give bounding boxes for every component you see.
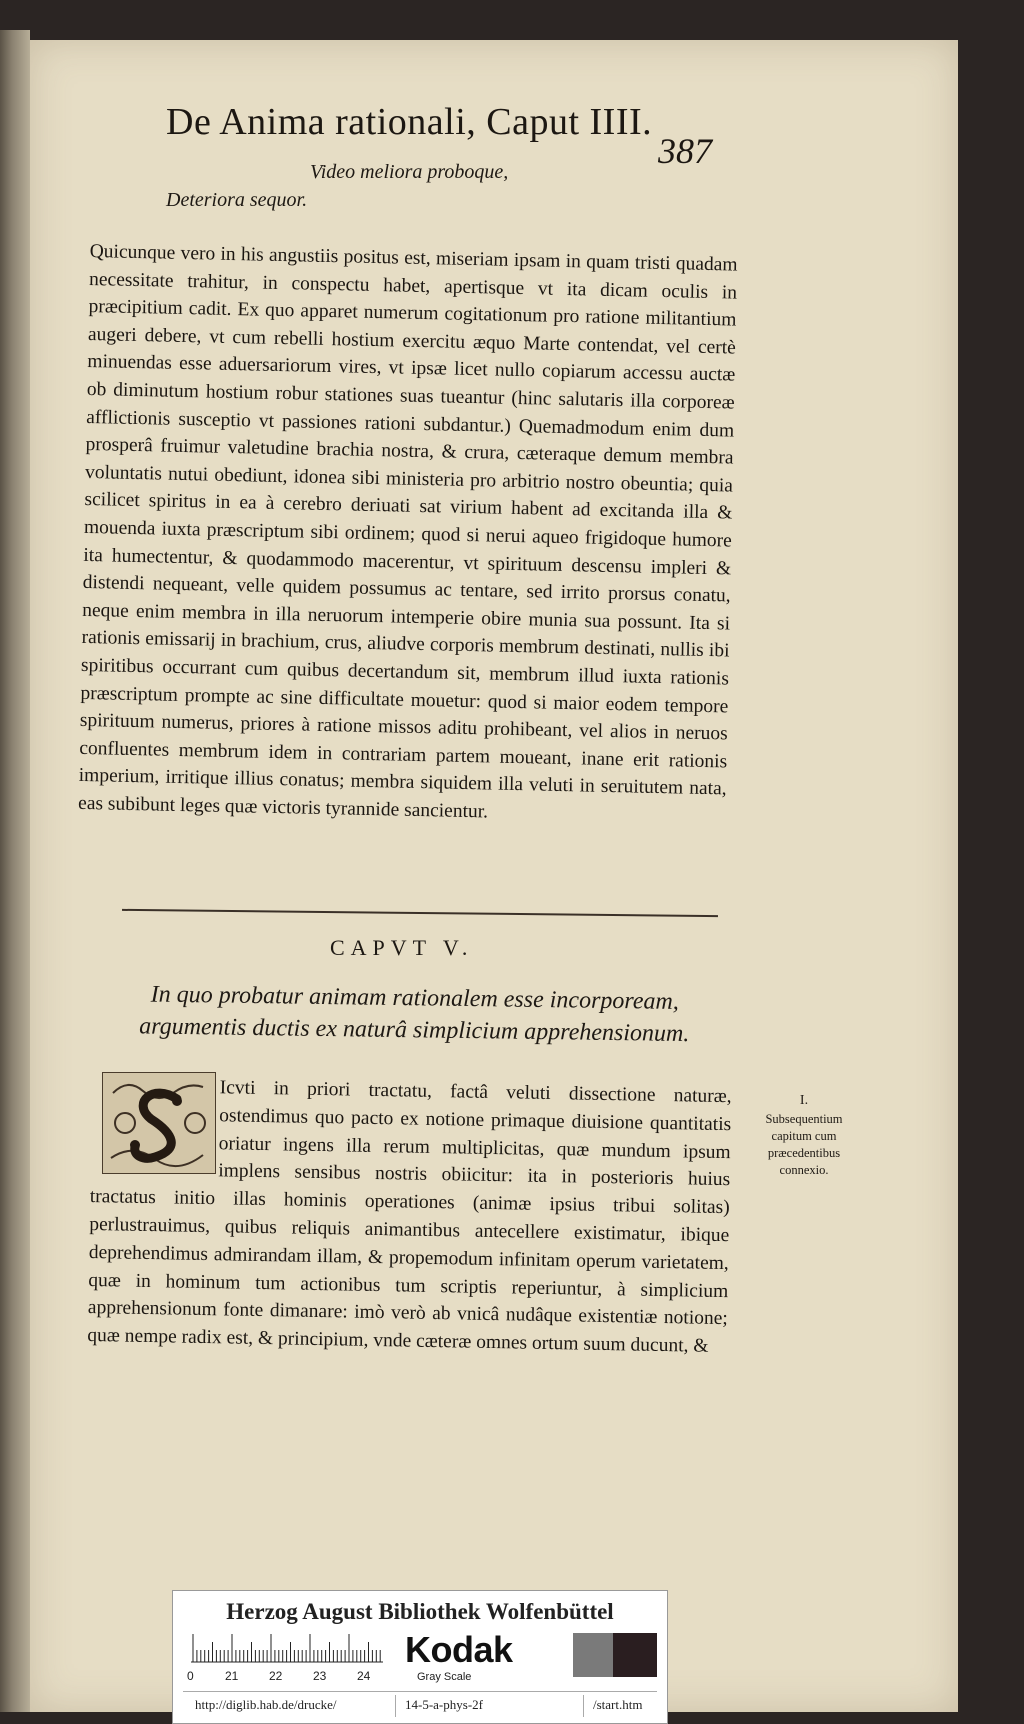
card-separator [395,1695,396,1717]
marginal-note-number: I. [799,1093,809,1108]
ruler-scale-icon [191,1633,383,1663]
shelf-signature: 14-5-a-phys-2f [405,1697,483,1712]
scale-label: 22 [269,1669,283,1683]
scale-labels [187,1669,397,1687]
kodak-logo: Kodak [405,1629,513,1670]
marginal-note [748,1092,860,1179]
paragraph-2-text: Icvti in priori tractatu, factâ veluti dissectione naturæ, ostendimus quo pacto ex notione primaque diuisione quantitatis oriatur ingens illa rerum multiplicitas, quæ mundum ipsum implens sensibus nostris obiicitur: ita in posterioris huius tractatus initio illas hominis operationes (animæ ipsius tribui solitas) perlustrauimus, quibus reliquis animantibus antecellere existimatur, ibique deprehendimus admirandam illam, & propemodum infinitam operum varietatem, quæ in hominum tum actionibus tum scriptis reperiuntur, à simplicium apprehensionum fonte dimanare: imò verò ab vnicâ nudâque existentiæ notione; quæ nempe radix est, & principium, vnde cæteræ omnes ortum suum ducunt, & [87,1077,732,1357]
library-url: http://diglib.hab.de/drucke/ [195,1697,337,1712]
page-number: 387 [658,131,712,171]
chapter-heading: CAPVT V. [330,935,474,960]
scale-label: 21 [225,1669,239,1683]
section-divider [122,909,718,917]
start-link: /start.htm [593,1697,643,1712]
card-separator [583,1695,584,1717]
epigraph [160,158,640,214]
scale-label: 24 [357,1669,371,1683]
library-name: Herzog August Bibliothek Wolfenbüttel [226,1599,614,1624]
scale-label: 0 [187,1669,194,1683]
grayscale-label: Gray Scale [417,1671,472,1683]
dark-swatch [613,1633,657,1677]
chapter-subtitle: In quo probatur animam rationalem esse incorpoream, argumentis ductis ex naturâ simplicium apprehensionum. [139,981,690,1048]
book-page [30,40,958,1712]
drop-cap-s-ornament-icon [102,1072,216,1174]
paragraph-1: Quicunque vero in his angustiis positus est, miseriam ipsam in quam tristi quadam necessitate trahitur, in conspectu habet, apertisque vt ita dicam oculis in præcipitium cadit. Ex quo apparet numerum cogitationum pro ratione militantium augeri debere, vt cum rebelli hostium exercitu æquo Marte contendat, vel certè minuendas esse aduersariorum vires, vt ipsæ licet nullo copiarum accessu auctæ ob diminutum hostium robur stationes suas tueantur (hinc salutaris illa corporeæ afflictionis susceptio vt passiones rationi subdantur.) Quemadmodum enim dum prosperâ fruimur valetudine brachia nostra, & crura, cæteraque demum membra voluntatis nutui obediunt, idonea sibi ministeria pro arbitrio nostro obeuntia; quia scilicet spiritus in ea à cerebro deriuati sat virium habent ad excitanda illa & mouenda iuxta præscriptum sibi ordinem; quod si nerui aqueo frigidoque humore ita humectentur, & quodammodo macerentur, vt spirituum descensu impleri & distendi nequeant, velle quidem possumus ac tentare, sed irrito prorsus conatu, neque enim membra in illa neruorum intemperie obire munia sua possunt. Ita si rationis emissarij in brachium, crus, aliudve corporis membrum destinati, nullis ibi spiritibus occurrant cum quibus decertandum sit, membrum illud iuxta rationis præscriptum prompte ac sine difficultate mouetur: quod si maior eodem tempore spirituum numerus, priores à ratione missos aditu prohibeant, vel alios in neruos confluentes membrum idem in contrariam partem moueant, inane erit rationis imperium, irritique illius conatus; membra siquidem illa veluti in seruitutem nata, eas subibunt leges quæ victoris tyrannide sancientur. [77,240,738,823]
card-divider [183,1691,657,1692]
marginal-note-text: Subsequentium capitum cum præcedentibus connexio. [765,1112,843,1177]
book-edge [0,30,30,1712]
scale-label: 23 [313,1669,327,1683]
epigraph-line-1: Video meliora proboque, [310,161,509,183]
epigraph-line-2: Deteriora sequor. [166,189,308,211]
running-head: De Anima rationali, Caput IIII. [166,101,653,143]
gray-swatch [573,1633,613,1677]
library-color-card [172,1590,668,1724]
